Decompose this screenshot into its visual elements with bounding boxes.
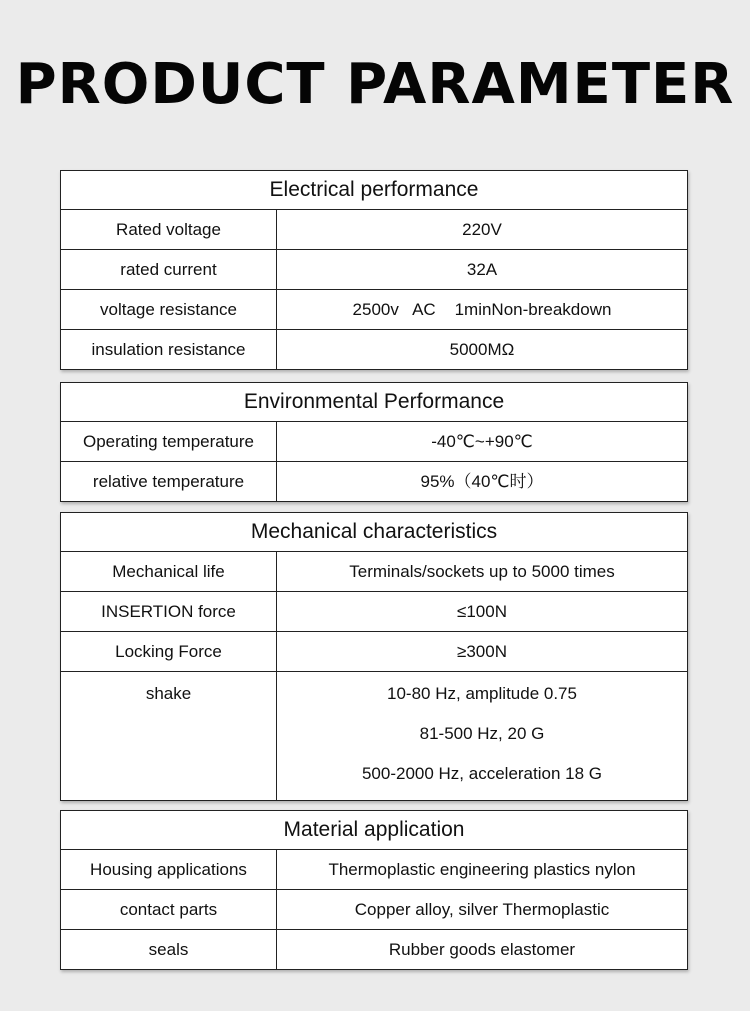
param-value: Terminals/sockets up to 5000 times xyxy=(349,562,615,581)
param-label: contact parts xyxy=(61,890,277,929)
table-header: Material application xyxy=(61,811,687,850)
table-row xyxy=(61,462,687,501)
param-label: Mechanical life xyxy=(61,552,277,591)
param-value: Thermoplastic engineering plastics nylon xyxy=(328,860,636,879)
param-label: Rated voltage xyxy=(61,210,277,249)
param-label: Housing applications xyxy=(61,850,277,889)
table-row xyxy=(61,330,687,369)
environmental-performance-table xyxy=(60,382,688,502)
param-label: seals xyxy=(61,930,277,969)
table-row xyxy=(61,592,687,632)
param-label: INSERTION force xyxy=(61,592,277,631)
param-value: ≥300N xyxy=(457,642,507,661)
param-label: shake xyxy=(61,672,277,800)
param-value: 2500v AC 1minNon-breakdown xyxy=(352,300,612,319)
mechanical-characteristics-table xyxy=(60,512,688,801)
table-row xyxy=(61,552,687,592)
param-value: 5000MΩ xyxy=(449,340,515,359)
param-label: Operating temperature xyxy=(61,422,277,461)
table-row-shake xyxy=(61,672,687,800)
param-value: ≤100N xyxy=(457,602,507,621)
param-label: voltage resistance xyxy=(61,290,277,329)
param-value-list xyxy=(277,672,687,783)
table-header: Mechanical characteristics xyxy=(61,513,687,552)
table-row xyxy=(61,210,687,250)
shake-value: 81-500 Hz, 20 G xyxy=(419,724,545,743)
table-row xyxy=(61,930,687,969)
shake-value: 500-2000 Hz, acceleration 18 G xyxy=(361,764,603,783)
param-label: Locking Force xyxy=(61,632,277,671)
table-row xyxy=(61,850,687,890)
table-header: Electrical performance xyxy=(61,171,687,210)
param-value: 95%（40℃时） xyxy=(420,472,544,491)
param-value: Copper alloy, silver Thermoplastic xyxy=(354,900,610,919)
param-label: rated current xyxy=(61,250,277,289)
material-application-table xyxy=(60,810,688,970)
param-value: Rubber goods elastomer xyxy=(388,940,576,959)
shake-value: 10-80 Hz, amplitude 0.75 xyxy=(387,684,577,703)
param-value: 220V xyxy=(462,220,502,239)
page-title: PRODUCT PARAMETER xyxy=(15,52,735,117)
param-value: 32A xyxy=(466,260,498,279)
table-header: Environmental Performance xyxy=(61,383,687,422)
table-row xyxy=(61,422,687,462)
table-row xyxy=(61,290,687,330)
param-label: insulation resistance xyxy=(61,330,277,369)
param-label: relative temperature xyxy=(61,462,277,501)
table-row xyxy=(61,632,687,672)
table-row xyxy=(61,250,687,290)
table-row xyxy=(61,890,687,930)
electrical-performance-table xyxy=(60,170,688,370)
param-value: -40℃~+90℃ xyxy=(431,432,533,451)
